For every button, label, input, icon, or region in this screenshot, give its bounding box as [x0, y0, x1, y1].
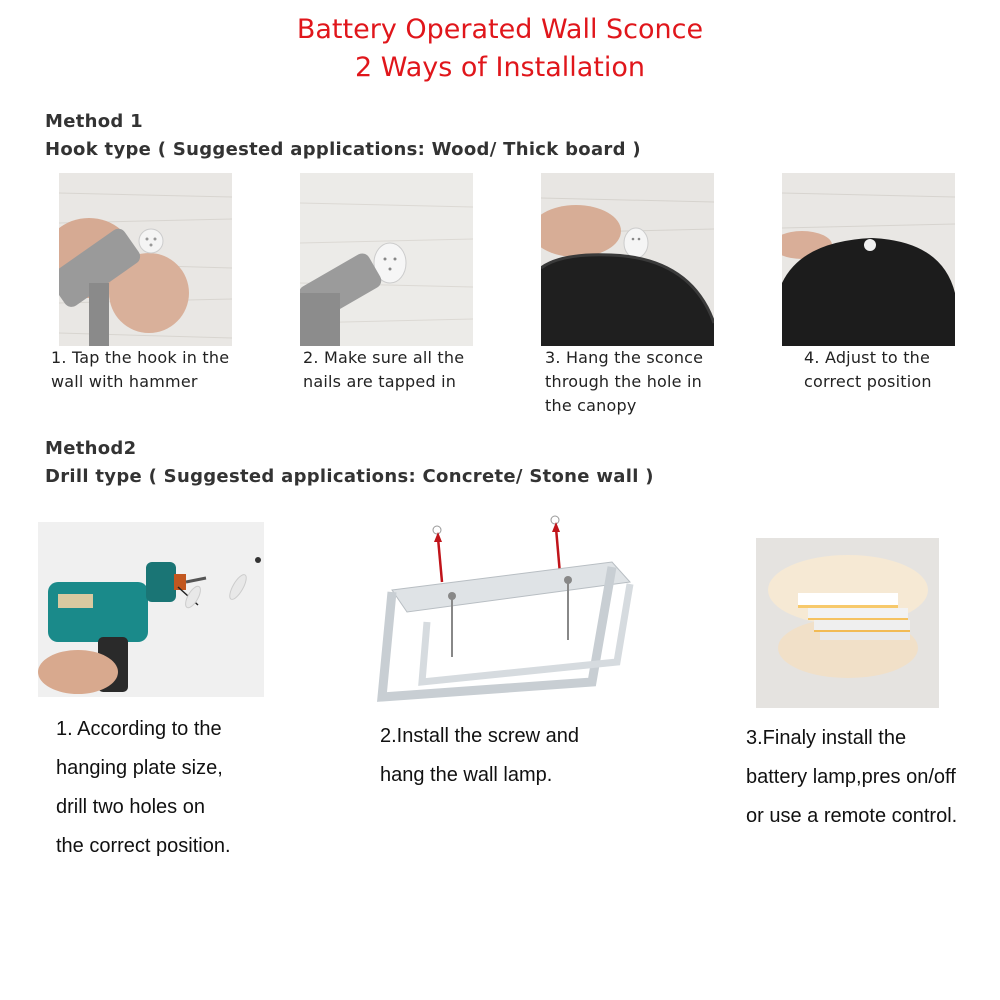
method1-label: Method 1: [45, 111, 143, 132]
method2-step2-caption: 2.Install the screw and hang the wall lamp.: [380, 725, 579, 786]
method2-step1-caption: 1. According to the hanging plate size, drill two holes on the correct position.: [56, 718, 231, 857]
page-title-line2: 2 Ways of Installation: [354, 52, 646, 83]
method2-label: Method2: [45, 438, 137, 459]
step1-hammer-photo: [59, 173, 232, 346]
step3-hang-sconce-photo: [541, 173, 714, 346]
hanging-plate-illustration: [372, 512, 650, 712]
method1-step2-caption: 2. Make sure all the nails are tapped in: [303, 348, 465, 391]
step4-adjust-photo: [782, 173, 955, 346]
method1-step4-caption: 4. Adjust to the correct position: [804, 348, 932, 391]
step2-nails-photo: [300, 173, 473, 346]
method1-step3-caption: 3. Hang the sconce through the hole in the canopy: [545, 348, 704, 415]
method2-step3-caption: 3.Finaly install the battery lamp,pres on/off or use a remote control.: [746, 727, 958, 827]
page-title-line1: Battery Operated Wall Sconce: [296, 14, 704, 45]
finished-lamp-photo: [756, 538, 939, 708]
method1-subtitle: Hook type ( Suggested applications: Wood/ Thick board ): [45, 139, 641, 160]
method1-step1-caption: 1. Tap the hook in the wall with hammer: [51, 348, 230, 391]
method2-subtitle: Drill type ( Suggested applications: Concrete/ Stone wall ): [45, 466, 654, 487]
drill-illustration: [38, 522, 264, 697]
